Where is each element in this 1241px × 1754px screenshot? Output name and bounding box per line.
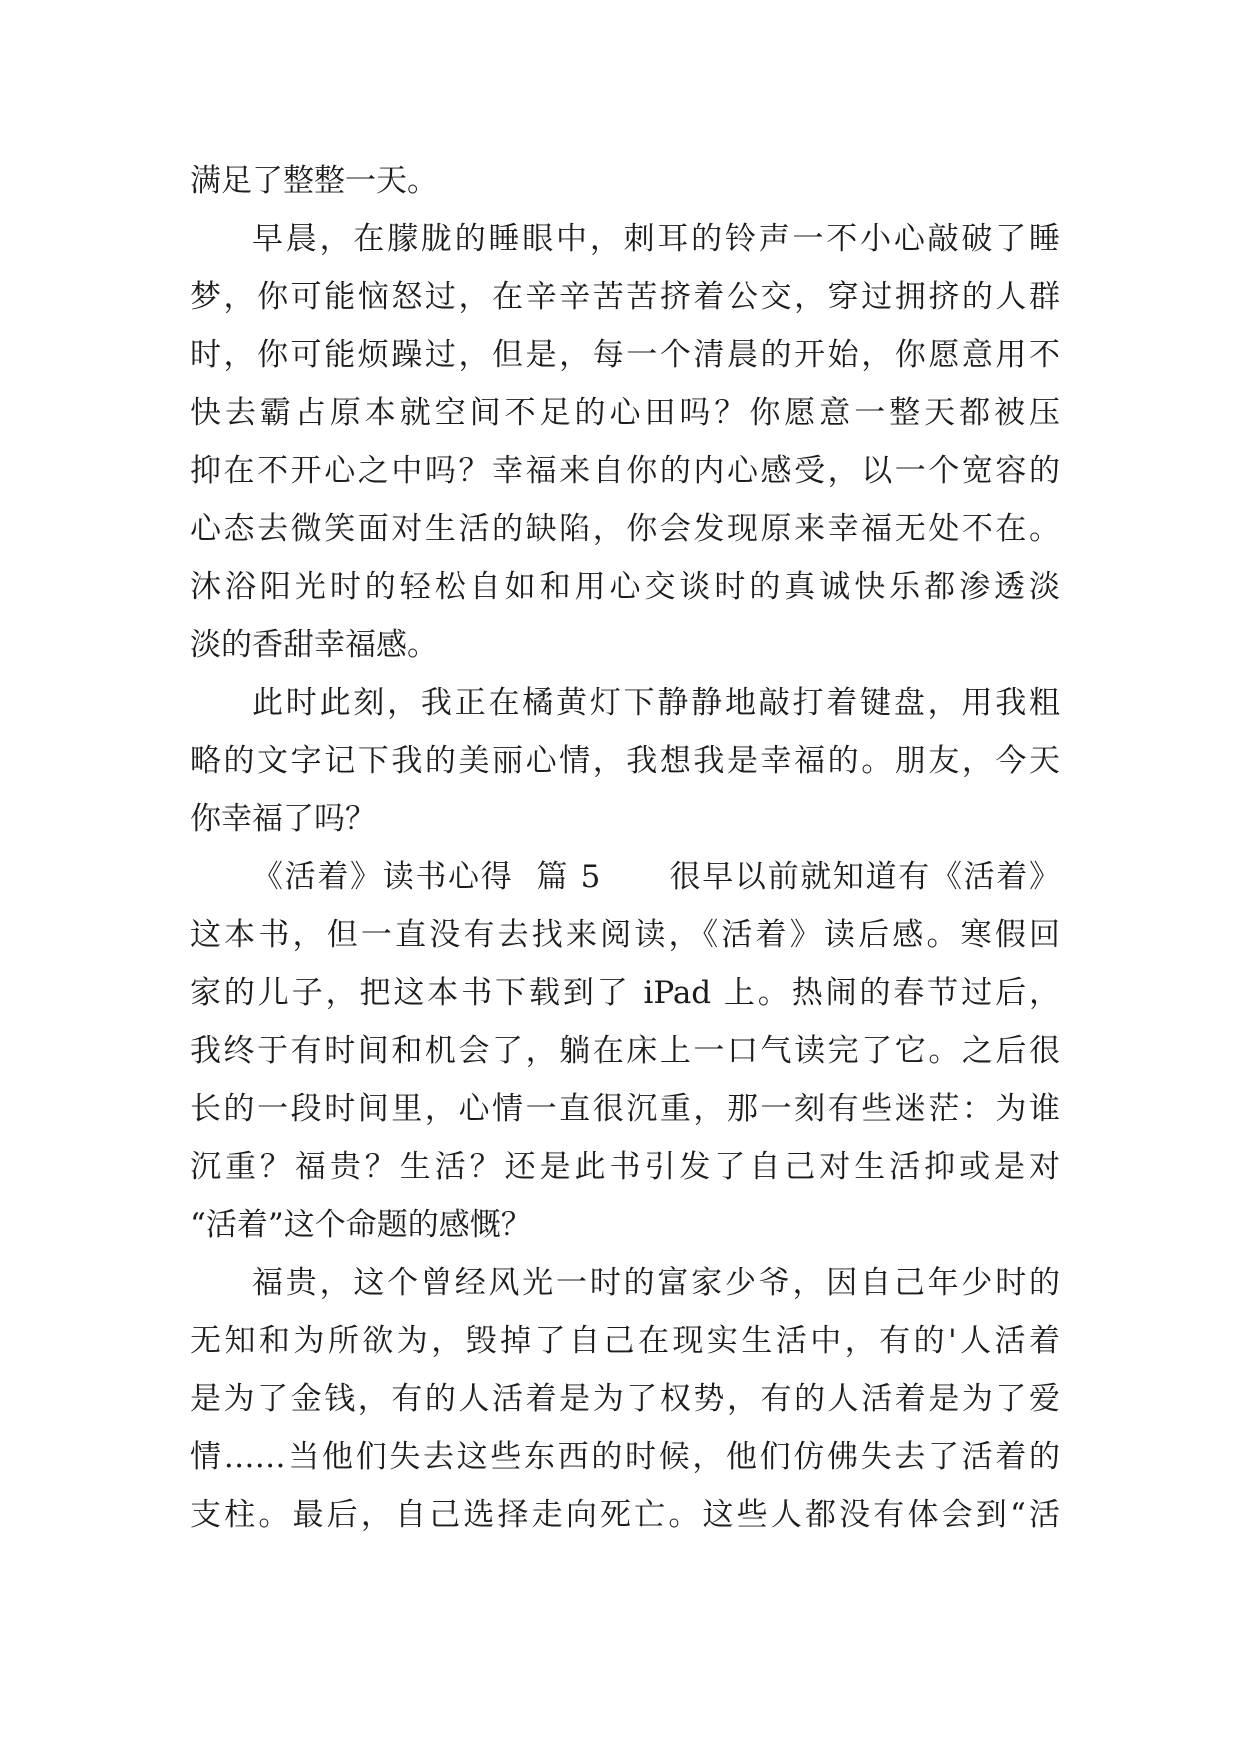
- text-line: 我终于有时间和机会了，躺在床上一口气读完了它。之后很: [190, 1033, 1060, 1069]
- text-line: 时，你可能烦躁过，但是，每一个清晨的开始，你愿意用不: [190, 337, 1060, 373]
- text-line: 福贵，这个曾经风光一时的富家少爷，因自己年少时的: [252, 1265, 1060, 1301]
- text-line: 你幸福了吗？: [190, 801, 376, 837]
- text-line: 沐浴阳光时的轻松自如和用心交谈时的真诚快乐都渗透淡: [190, 569, 1060, 605]
- text-line: 是为了金钱，有的人活着是为了权势，有的人活着是为了爱: [190, 1381, 1060, 1417]
- text-line: “活着”这个命题的感慨？: [190, 1207, 532, 1243]
- text-line: 这本书，但一直没有去找来阅读，《活着》读后感。寒假回: [190, 917, 1060, 953]
- text-line: 无知和为所欲为，毁掉了自己在现实生活中，有的'人活着: [190, 1323, 1060, 1359]
- text-line: 梦，你可能恼怒过，在辛辛苦苦挤着公交，穿过拥挤的人群: [190, 279, 1060, 315]
- text-line: 沉重？福贵？生活？还是此书引发了自己对生活抑或是对: [190, 1149, 1060, 1185]
- text-line: 此时此刻，我正在橘黄灯下静静地敲打着键盘，用我粗: [252, 685, 1060, 721]
- text-line: 满足了整整一天。: [190, 163, 438, 199]
- section-heading-line: 《活着》读书心得 篇 5 很早以前就知道有《活着》: [252, 859, 1060, 895]
- text-line: 情……当他们失去这些东西的时候，他们仿佛失去了活着的: [190, 1439, 1060, 1475]
- text-line: 淡的香甜幸福感。: [190, 627, 438, 663]
- text-line: 长的一段时间里，心情一直很沉重，那一刻有些迷茫：为谁: [190, 1091, 1060, 1127]
- text-line: 抑在不开心之中吗？幸福来自你的内心感受，以一个宽容的: [190, 453, 1060, 489]
- text-line: 支柱。最后，自己选择走向死亡。这些人都没有体会到“活: [190, 1497, 1060, 1533]
- body-text: [190, 152, 1060, 1544]
- text-line: 早晨，在朦胧的睡眼中，刺耳的铃声一不小心敲破了睡: [252, 221, 1060, 257]
- text-line: 略的文字记下我的美丽心情，我想我是幸福的。朋友，今天: [190, 743, 1060, 779]
- text-line: 家的儿子，把这本书下载到了 iPad 上。热闹的春节过后，: [190, 975, 1060, 1011]
- text-line: 快去霸占原本就空间不足的心田吗？你愿意一整天都被压: [190, 395, 1060, 431]
- text-line: 心态去微笑面对生活的缺陷，你会发现原来幸福无处不在。: [190, 511, 1060, 547]
